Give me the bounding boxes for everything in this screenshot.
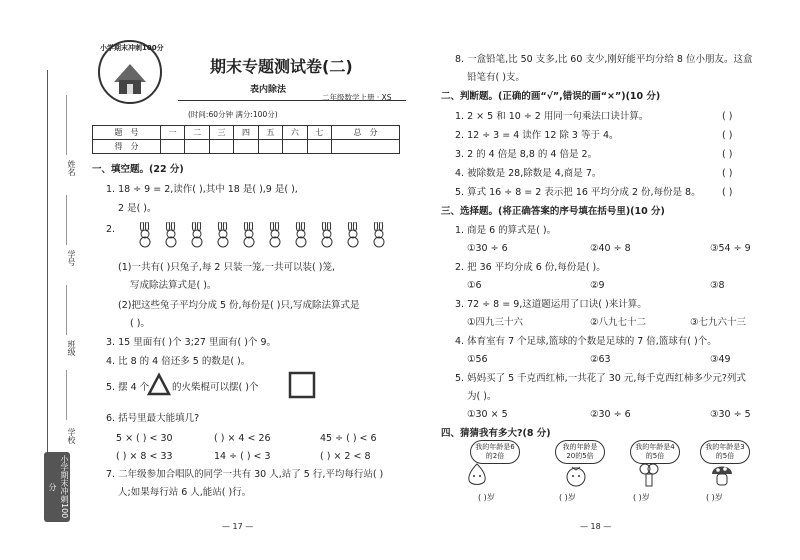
q2-2-line-b: ( )。 — [130, 318, 150, 329]
option[interactable]: ②63 — [590, 354, 611, 365]
speech-bubble: 我的年龄是20的5倍 — [555, 440, 605, 464]
subtitle: 表内除法 — [250, 85, 287, 95]
q2-label: 2. — [106, 224, 116, 235]
school-label: 学校 — [67, 428, 76, 444]
q6-item: 45 ÷ ( ) < 6 — [320, 433, 377, 444]
rabbit-icon — [161, 222, 181, 248]
q1-line-a: 1. 18 ÷ 9 = 2,读作( ),其中 18 是( ),9 是( ), — [106, 184, 298, 195]
q8-line-a: 8. 一盒铅笔,比 50 支多,比 60 支少,刚好能平均分给 8 位小朋友。这盒 — [455, 54, 753, 65]
q5-text-a: 5. 摆 4 个 — [106, 382, 150, 393]
q6-item: ( ) × 4 < 26 — [214, 433, 271, 444]
triangle-icon — [146, 372, 172, 398]
name-field[interactable] — [66, 95, 67, 155]
q3-text: 3. 15 里面有( )个 3;27 里面有( )个 9。 — [106, 337, 276, 348]
name-label: 姓名 — [67, 160, 76, 176]
q2-1-line-a: (1)一共有( )只兔子,每 2 只装一笼,一共可以装( )笼, — [118, 262, 335, 273]
binding-line — [47, 70, 48, 465]
student-id-label: 学号 — [67, 250, 76, 266]
sec1-title: 一、填空题。(22 分) — [92, 164, 184, 175]
q4-text: 4. 比 8 的 4 倍还多 5 的数是( )。 — [106, 356, 251, 367]
score-input[interactable] — [160, 140, 184, 154]
score-cell: 五 — [258, 126, 282, 140]
q1-line-b: 2 是( )。 — [118, 203, 157, 214]
age-answer[interactable]: ( )岁 — [559, 493, 576, 502]
brand-tag: 小学期末冲刺100分 — [44, 452, 70, 522]
score-cell: 二 — [185, 126, 209, 140]
q6-item: 14 ÷ ( ) < 3 — [214, 451, 271, 462]
logo-text: 小学期末冲刺100分 — [100, 44, 164, 52]
student-id-field[interactable] — [66, 195, 67, 245]
option[interactable]: ②40 ÷ 8 — [590, 243, 631, 254]
score-cell: 七 — [307, 126, 331, 140]
rabbit-icon — [187, 222, 207, 248]
judge-item: 2. 12 ÷ 3 = 4 读作 12 除 3 等于 4。 — [455, 130, 619, 141]
q2-2-line-a: (2)把这些兔子平均分成 5 份,每份是( )只,写成除法算式是 — [118, 300, 360, 311]
score-input[interactable] — [209, 140, 233, 154]
score-input[interactable] — [258, 140, 282, 154]
score-input[interactable] — [185, 140, 209, 154]
pear-character-icon — [465, 462, 489, 488]
rabbit-icon — [135, 222, 155, 248]
score-cell: 一 — [160, 126, 184, 140]
q6-item: ( ) × 2 < 8 — [320, 451, 371, 462]
score-input[interactable] — [307, 140, 331, 154]
q8-line-b: 铅笔有( )支。 — [467, 72, 525, 83]
judge-item: 3. 2 的 4 倍是 8,8 的 4 倍是 2。 — [455, 149, 598, 160]
rabbit-icon — [265, 222, 285, 248]
choice-q5-b: 为( )。 — [467, 391, 497, 402]
speech-bubble: 我的年龄是3的5倍 — [700, 440, 750, 464]
judge-answer[interactable]: ( ) — [722, 168, 733, 179]
class-label: 班级 — [67, 340, 76, 356]
sec2-title: 二、判断题。(正确的画“√”,错误的画“×”)(10 分) — [441, 91, 661, 102]
q7-line-a: 7. 二年级参加合唱队的同学一共有 30 人,站了 5 行,平均每行站( ) — [106, 469, 384, 480]
option[interactable]: ①四九三十六 — [467, 317, 524, 328]
score-table — [92, 125, 400, 154]
sec4-title: 四、猜猜我有多大?(8 分) — [441, 428, 551, 439]
option[interactable]: ①30 × 5 — [467, 409, 508, 420]
choice-q3: 3. 72 ÷ 8 = 9,这道题运用了口诀( )来计算。 — [455, 299, 647, 310]
page-number-left: — 17 — — [222, 522, 254, 531]
option[interactable]: ①56 — [467, 354, 488, 365]
score-value-row — [93, 140, 400, 154]
option[interactable]: ③8 — [710, 280, 725, 291]
age-answer[interactable]: ( )岁 — [633, 493, 650, 502]
score-row-label: 得 分 — [93, 140, 161, 154]
score-cell: 总 分 — [331, 126, 399, 140]
choice-q1: 1. 商是 6 的算式是( )。 — [455, 225, 557, 236]
broccoli-character-icon — [637, 462, 661, 488]
option[interactable]: ②八九七十二 — [590, 317, 647, 328]
option[interactable]: ①6 — [467, 280, 482, 291]
score-header-row — [93, 126, 400, 140]
judge-item: 4. 被除数是 28,除数是 4,商是 7。 — [455, 168, 602, 179]
choice-q5-a: 5. 妈妈买了 5 千克西红柿,一共花了 30 元,每千克西红柿多少元?列式 — [455, 373, 746, 384]
option[interactable]: ③七九六十三 — [690, 317, 747, 328]
q6-item: 5 × ( ) < 30 — [116, 433, 173, 444]
option[interactable]: ③49 — [710, 354, 731, 365]
q7-line-b: 人;如果每行站 6 人,能站( )行。 — [118, 487, 252, 498]
sec3-title: 三、选择题。(将正确答案的序号填在括号里)(10 分) — [441, 206, 665, 217]
age-answer[interactable]: ( )岁 — [478, 493, 495, 502]
page-title: 期末专题测试卷(二) — [210, 57, 353, 76]
rabbit-icon — [317, 222, 337, 248]
option[interactable]: ①30 ÷ 6 — [467, 243, 508, 254]
option[interactable]: ②30 ÷ 6 — [590, 409, 631, 420]
q2-1-line-b: 写成除法算式是( )。 — [130, 280, 217, 291]
judge-item: 5. 算式 16 ÷ 8 = 2 表示把 16 平均分成 2 份,每份是 8。 — [455, 187, 701, 198]
rabbit-icon — [343, 222, 363, 248]
score-cell: 三 — [209, 126, 233, 140]
score-cell: 四 — [234, 126, 258, 140]
score-cell: 题 号 — [93, 126, 161, 140]
square-icon — [286, 369, 318, 401]
tomato-character-icon — [564, 462, 588, 488]
class-field[interactable] — [66, 285, 67, 335]
score-cell: 六 — [283, 126, 307, 140]
judge-item: 1. 2 × 5 和 10 ÷ 2 用同一句乘法口诀计算。 — [455, 111, 649, 122]
option[interactable]: ③30 ÷ 5 — [710, 409, 751, 420]
rabbit-icon — [291, 222, 311, 248]
q5-text-b: 的火柴棍可以摆( )个 — [172, 382, 259, 393]
rabbit-icon — [369, 222, 389, 248]
judge-answer[interactable]: ( ) — [722, 111, 733, 122]
mushroom-character-icon — [710, 462, 734, 488]
q6-item: ( ) × 8 < 33 — [116, 451, 173, 462]
score-input[interactable] — [331, 140, 399, 154]
choice-q4: 4. 体育室有 7 个足球,篮球的个数是足球的 7 倍,篮球有( )个。 — [455, 336, 717, 347]
rabbit-icon — [239, 222, 259, 248]
time-score: (时间:60分钟 满分:100分) — [188, 110, 278, 119]
choice-q2: 2. 把 36 平均分成 6 份,每份是( )。 — [455, 262, 606, 273]
page-number-right: — 18 — — [580, 522, 612, 531]
age-answer[interactable]: ( )岁 — [706, 493, 723, 502]
judge-answer[interactable]: ( ) — [722, 187, 733, 198]
grade-label: 二年级数学上册 · XS — [322, 93, 392, 102]
rabbit-icon — [213, 222, 233, 248]
option[interactable]: ②9 — [590, 280, 605, 291]
school-field[interactable] — [66, 370, 67, 420]
judge-answer[interactable]: ( ) — [722, 149, 733, 160]
speech-bubble: 我的年龄是6的2倍 — [470, 440, 520, 464]
score-input[interactable] — [283, 140, 307, 154]
q6-text: 6. 括号里最大能填几? — [106, 413, 200, 424]
speech-bubble: 我的年龄是4的5倍 — [630, 440, 680, 464]
option[interactable]: ③54 ÷ 9 — [710, 243, 751, 254]
judge-answer[interactable]: ( ) — [722, 130, 733, 141]
score-input[interactable] — [234, 140, 258, 154]
